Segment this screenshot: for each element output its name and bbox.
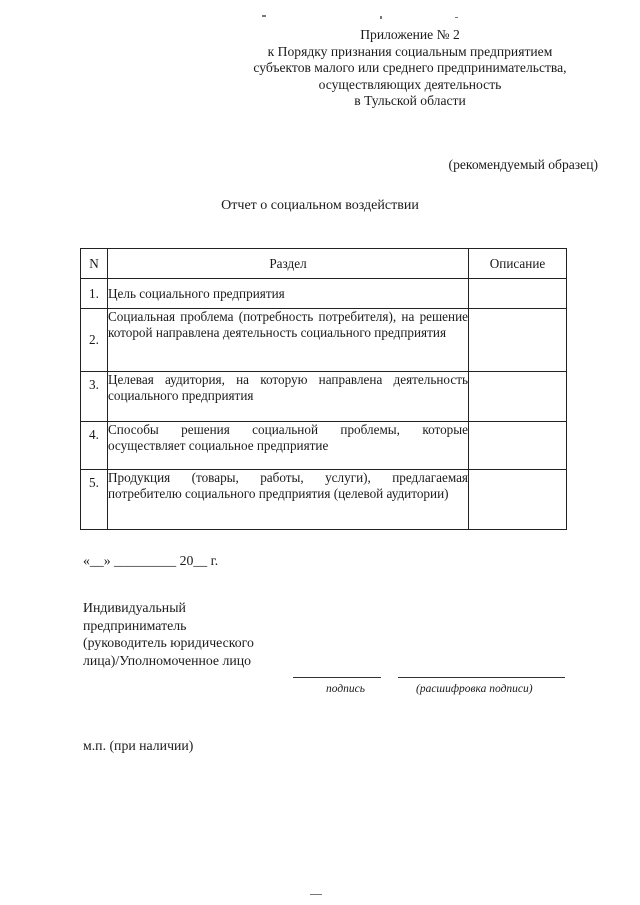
appendix-line: осуществляющих деятельность	[318, 76, 502, 92]
report-table	[80, 248, 567, 530]
table-header-row	[81, 249, 567, 279]
date-field[interactable]: «__» _________ 20__ г.	[83, 553, 219, 568]
row-description-cell[interactable]	[469, 372, 567, 422]
table-row	[81, 470, 567, 530]
row-number: 5.	[81, 470, 108, 530]
row-number: 3.	[81, 372, 108, 422]
signer-line: Индивидуальный	[83, 600, 186, 615]
column-header-description: Описание	[469, 249, 567, 279]
signer-line: предприниматель	[83, 617, 187, 633]
stamp-note: м.п. (при наличии)	[83, 738, 194, 753]
signature-line[interactable]	[293, 677, 381, 678]
table-row	[81, 309, 567, 372]
row-section: Способы решения социальной проблемы, которые осуществляет социальное предприятие	[108, 422, 469, 470]
recommended-sample-note: (рекомендуемый образец)	[448, 157, 598, 172]
signer-line: (руководитель юридического	[83, 635, 254, 650]
signature-decryption-line[interactable]	[398, 677, 565, 678]
row-description-cell[interactable]	[469, 422, 567, 470]
appendix-line: в Тульской области	[354, 93, 466, 108]
appendix-number: Приложение № 2	[360, 27, 460, 42]
scan-speck	[310, 894, 322, 895]
signer-line: лица)/Уполномоченное лицо	[83, 652, 252, 668]
scan-speck	[262, 15, 266, 17]
row-description-cell[interactable]	[469, 470, 567, 530]
scan-speck	[380, 16, 382, 19]
column-header-section: Раздел	[108, 249, 469, 279]
page-title: Отчет о социальном воздействии	[221, 198, 419, 213]
row-number: 2.	[81, 309, 108, 372]
signature-caption: подпись	[326, 683, 366, 695]
row-description-cell[interactable]	[469, 279, 567, 309]
table-row	[81, 372, 567, 422]
scan-speck	[455, 17, 458, 18]
row-section: Продукция (товары, работы, услуги), предлагаемая потребителю социального предприятия (целевой аудитории)	[108, 470, 469, 530]
appendix-line: к Порядку признания социальным предприятием	[267, 43, 553, 59]
row-description-cell[interactable]	[469, 309, 567, 372]
table-row	[81, 422, 567, 470]
appendix-line: субъектов малого или среднего предпринимательства,	[253, 60, 567, 75]
appendix-header	[230, 27, 590, 110]
row-section: Цель социального предприятия	[108, 279, 469, 309]
column-header-number: N	[81, 249, 108, 279]
signer-block	[83, 599, 283, 669]
row-number: 4.	[81, 422, 108, 470]
row-section: Целевая аудитория, на которую направлена деятельность социального предприятия	[108, 372, 469, 422]
row-section: Социальная проблема (потребность потребителя), на решение которой направлена деятельность социального предприятия	[108, 309, 469, 372]
table-row	[81, 279, 567, 309]
signature-decryption-caption: (расшифровка подписи)	[416, 683, 533, 695]
row-number: 1.	[81, 279, 108, 309]
